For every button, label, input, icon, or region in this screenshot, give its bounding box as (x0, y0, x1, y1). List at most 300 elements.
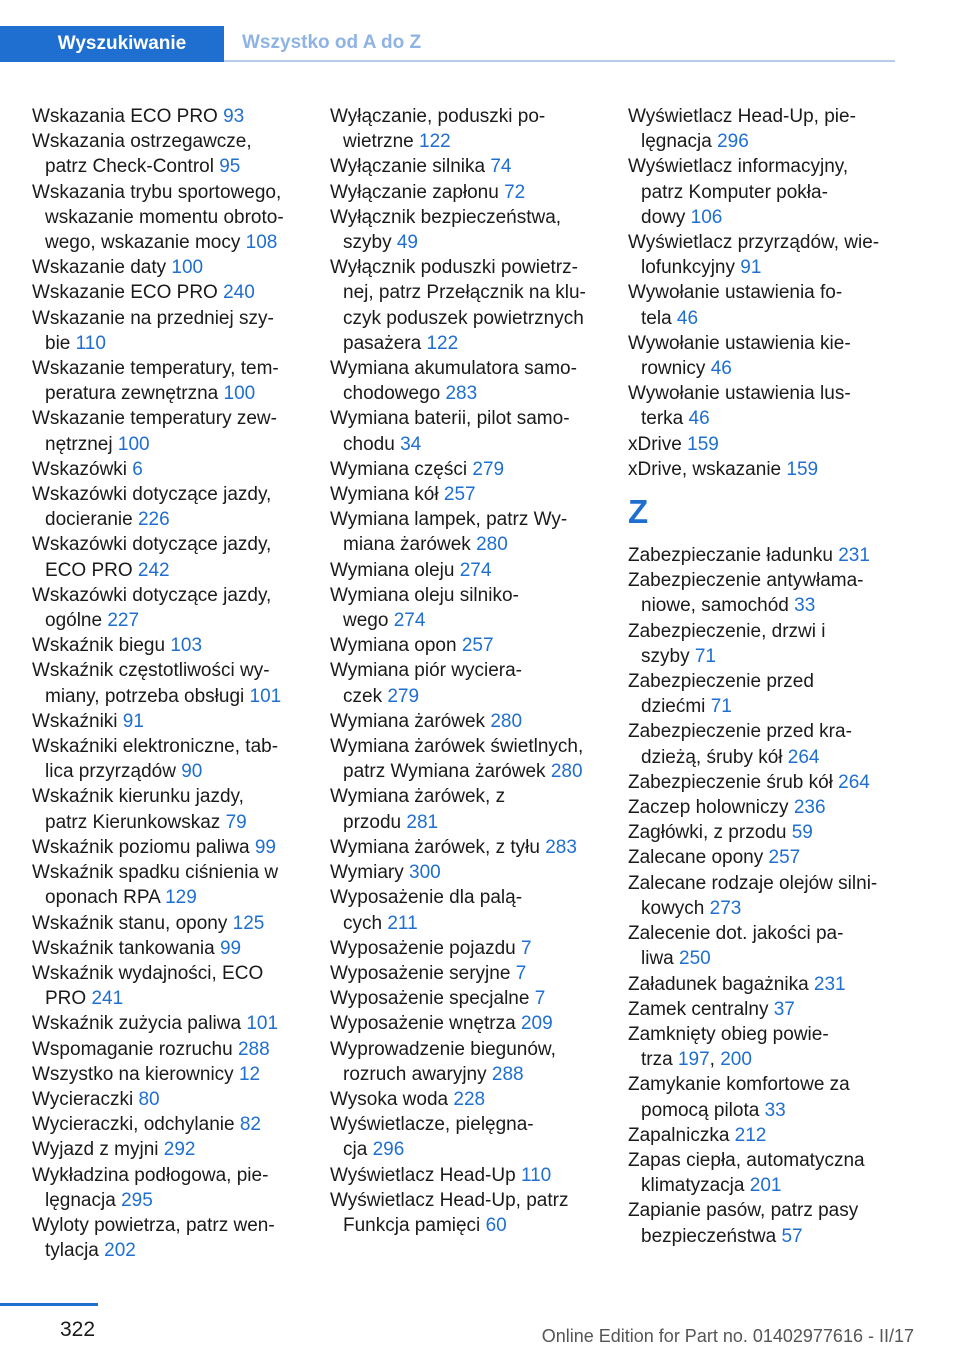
index-entry (32, 280, 324, 305)
page-link[interactable]: 93 (223, 106, 245, 127)
page-link[interactable]: 227 (107, 610, 140, 632)
index-entry (628, 104, 920, 154)
page-link[interactable]: 212 (734, 1124, 767, 1146)
page-link[interactable]: 33 (794, 595, 816, 617)
page-link[interactable]: 273 (709, 897, 742, 919)
index-entry-text: Wskazanie daty (32, 257, 167, 279)
index-entry-text: Wyposażenie seryjne (330, 962, 511, 984)
index-entry-text: Wymiana akumulatora samo- (330, 358, 577, 380)
index-entry (628, 1072, 920, 1122)
page-link[interactable]: 100 (223, 383, 256, 405)
page-link[interactable]: 80 (138, 1088, 160, 1110)
index-entry (330, 709, 622, 734)
index-entry-text: Zabezpieczenie, drzwi i (628, 620, 826, 642)
index-entry-text: Wskazanie na przedniej szy- (32, 307, 274, 329)
page-link[interactable]: 274 (393, 610, 426, 632)
page-link[interactable]: 197 (677, 1049, 710, 1071)
index-entry-text: Wskaźniki (32, 710, 118, 732)
index-entry (330, 658, 622, 708)
tab-bar (0, 0, 895, 62)
index-entry (32, 457, 324, 482)
index-entry (32, 1112, 324, 1137)
page-link[interactable]: 12 (238, 1063, 261, 1085)
index-entry (32, 129, 324, 179)
index-entry (330, 255, 622, 356)
page-link[interactable]: 209 (520, 1013, 553, 1035)
page-link[interactable]: 59 (791, 822, 813, 844)
page-link[interactable]: 264 (787, 746, 820, 768)
index-entry-text: Wskazówki dotyczące jazdy, (32, 584, 272, 606)
index-entry (330, 583, 622, 633)
index-entry-text: Wyloty powietrza, patrz wen- (32, 1214, 275, 1236)
index-entry-text: miana żarówek (343, 534, 471, 556)
index-entry-text: dzieżą, śruby kół (641, 746, 783, 768)
page-link[interactable]: 274 (459, 559, 492, 581)
index-entry (32, 784, 324, 834)
index-entry (628, 997, 920, 1022)
index-entry-text: lica przyrządów (45, 761, 176, 783)
index-entry-text: Wymiana oleju (330, 559, 455, 581)
page-link[interactable]: 236 (793, 797, 826, 819)
tab-a-to-z[interactable]: Wszystko od A do Z (224, 26, 895, 62)
index-entry-text: szyby (641, 645, 690, 667)
index-entry-text: peratura zewnętrzna (45, 383, 219, 405)
index-entry (330, 558, 622, 583)
index-entry (628, 331, 920, 381)
index-entry (628, 1148, 920, 1198)
index-entry-text: Zabezpieczenie przed (628, 671, 814, 693)
index-entry-text: Wyświetlacz Head-Up (330, 1164, 516, 1186)
index-entry (330, 961, 622, 986)
page-link[interactable]: 108 (245, 232, 278, 254)
index-entry-text: Wymiana opon (330, 635, 457, 657)
index-entry (628, 820, 920, 845)
tab-search[interactable]: Wyszukiwanie (0, 26, 224, 62)
index-entry (330, 1188, 622, 1238)
page-link[interactable]: 71 (710, 696, 732, 718)
index-entry (32, 1137, 324, 1162)
index-entry (32, 1213, 324, 1263)
index-entry-text: wietrzne (343, 131, 414, 153)
index-entry-text: Zaczep holowniczy (628, 797, 789, 819)
index-entry (32, 658, 324, 708)
index-entry-text: Wskaźnik tankowania (32, 937, 215, 959)
index-entry (32, 482, 324, 532)
index-entry-text: lofunkcyjny (641, 257, 735, 279)
page-link[interactable]: 292 (163, 1139, 196, 1161)
index-entry-text: Zapalniczka (628, 1124, 730, 1146)
index-entry-text: Zalecenie dot. jakości pa- (628, 923, 844, 945)
footer-rule (0, 1303, 98, 1306)
page-link[interactable]: 231 (838, 545, 870, 567)
index-entry (330, 154, 622, 179)
page-link[interactable]: 280 (550, 761, 583, 783)
index-entry (628, 1123, 920, 1148)
page-link[interactable]: 288 (491, 1063, 524, 1085)
index-entry-text: pomocą pilota (641, 1099, 760, 1121)
index-entry-text: lęgnacja (641, 131, 712, 153)
page-link[interactable]: 101 (246, 1013, 279, 1035)
index-entry-text: Wskaźnik kierunku jazdy, (32, 786, 244, 808)
page-link[interactable]: 37 (773, 998, 795, 1020)
page-link[interactable]: 74 (490, 156, 512, 178)
index-entry-text: Wskazówki dotyczące jazdy, (32, 534, 272, 556)
page-link[interactable]: 103 (170, 635, 203, 657)
index-entry (628, 719, 920, 769)
index-entry (628, 770, 920, 795)
page-link[interactable]: 283 (445, 383, 478, 405)
index-entry-text: Wskaźnik wydajności, ECO (32, 962, 264, 984)
index-entry-text: Zapas ciepła, automatyczna (628, 1149, 865, 1171)
index-entry (32, 961, 324, 1011)
index-entry (32, 356, 324, 406)
index-entry (32, 1062, 324, 1087)
page-link[interactable]: 125 (232, 912, 265, 934)
index-entry (32, 406, 324, 456)
index-entry (330, 784, 622, 834)
page-link[interactable]: 100 (171, 257, 204, 279)
index-entry-text: rozruch awaryjny (343, 1063, 487, 1085)
index-entry (628, 280, 920, 330)
index-entry (32, 255, 324, 280)
index-entry-text: Zamknięty obieg powie- (628, 1023, 829, 1045)
index-entry-text: Wskaźniki elektroniczne, tab- (32, 736, 279, 758)
index-entry-text: Wymiana części (330, 458, 468, 480)
index-entry (628, 432, 920, 457)
index-entry (32, 1037, 324, 1062)
index-entry-text: dowy (641, 206, 686, 228)
index-entry-text: patrz Wymiana żarówek (343, 761, 546, 783)
page-link[interactable]: 240 (223, 282, 255, 304)
page-link[interactable]: 242 (137, 559, 170, 581)
index-entry-text: Zabezpieczenie przed kra- (628, 721, 852, 743)
index-entry-text: Wyłączanie silnika (330, 156, 486, 178)
page-link[interactable]: 296 (717, 131, 749, 153)
page-link[interactable]: 241 (91, 988, 124, 1010)
index-entry-text: Wymiana żarówek, z (330, 786, 506, 808)
index-entry-text: Wyświetlacz przyrządów, wie- (628, 232, 880, 254)
page-link[interactable]: 110 (520, 1164, 552, 1186)
page-link[interactable]: 91 (122, 710, 144, 732)
index-entry (32, 306, 324, 356)
index-entry-text: klimatyzacja (641, 1175, 745, 1197)
page-link[interactable]: 106 (690, 206, 723, 228)
index-entry (330, 482, 622, 507)
index-entry-text: Wskazania ostrzegawcze, (32, 131, 252, 153)
index-entry-text: Wyłącznik poduszki powietrz- (330, 257, 578, 279)
index-entry (628, 457, 920, 482)
index-entry (330, 835, 622, 860)
index-entry-text: Zapianie pasów, patrz pasy (628, 1200, 859, 1222)
index-entry-text: Wskazówki (32, 458, 128, 480)
index-entry-text: patrz Check-Control (45, 156, 214, 178)
index-entry (628, 230, 920, 280)
page-link[interactable]: 91 (740, 257, 762, 279)
page-link[interactable]: 100 (117, 433, 150, 455)
page-link[interactable]: 99 (254, 836, 276, 858)
index-entry (32, 1011, 324, 1036)
index-entry-text: cja (343, 1139, 368, 1161)
index-entry (330, 860, 622, 885)
index-entry (32, 633, 324, 658)
index-entry (330, 1011, 622, 1036)
index-entry (32, 734, 324, 784)
index-entry (330, 734, 622, 784)
index-entry (330, 1163, 622, 1188)
index-entry-text: dziećmi (641, 696, 706, 718)
index-entry-text: Wymiana baterii, pilot samo- (330, 408, 570, 430)
index-entry-text: Wymiana oleju silniko- (330, 584, 519, 606)
page-link[interactable]: 122 (426, 332, 459, 354)
page-link[interactable]: 226 (137, 509, 170, 531)
index-entry-text: Wyświetlacz Head-Up, pie- (628, 106, 856, 127)
index-entry-text: Wyprowadzenie biegunów, (330, 1038, 556, 1060)
index-entry-text: Wymiana kół (330, 484, 439, 506)
page-link[interactable]: 296 (372, 1139, 405, 1161)
index-entry (32, 911, 324, 936)
index-entry-text: Wyposażenie pojazdu (330, 937, 516, 959)
index-entry-text: Wyjazd z myjni (32, 1139, 159, 1161)
index-entry-text: Wskaźnik poziomu paliwa (32, 836, 250, 858)
index-entry-text: trza (641, 1049, 673, 1071)
index-entry-text: Wyświetlacze, pielęgna- (330, 1114, 534, 1136)
index-entry (32, 1087, 324, 1112)
section-letter: Z (628, 493, 649, 531)
page-link[interactable]: 295 (121, 1189, 153, 1211)
page-link[interactable]: 79 (225, 811, 247, 833)
index-entry (32, 180, 324, 256)
index-entry (628, 543, 920, 568)
index-entry (330, 457, 622, 482)
index-entry-text: Zabezpieczenie śrub kół (628, 771, 833, 793)
index-entry (330, 986, 622, 1011)
index-entry-text: miany, potrzeba obsługi (45, 685, 245, 707)
index-entry-text: wego, wskazanie mocy (45, 232, 241, 254)
index-entry (330, 1037, 622, 1087)
index-entry (330, 205, 622, 255)
index-entry-text: Wskazówki dotyczące jazdy, (32, 484, 272, 506)
index-entry (32, 583, 324, 633)
index-entry (628, 568, 920, 618)
index-entry (330, 180, 622, 205)
index-entry-text: tela (641, 307, 672, 329)
page-link[interactable]: 228 (453, 1088, 486, 1110)
page-link[interactable]: 280 (490, 710, 523, 732)
index-entry (628, 154, 920, 230)
page-link[interactable]: 264 (838, 771, 870, 793)
page-link[interactable]: 71 (694, 645, 716, 667)
index-entry-text: liwa (641, 948, 674, 970)
index-entry-text: Wywołanie ustawienia fo- (628, 282, 843, 304)
index-entry-text: pasażera (343, 332, 422, 354)
index-entry-text: Zalecane opony (628, 847, 764, 869)
index-entry-text: Funkcja pamięci (343, 1214, 481, 1236)
index-entry (628, 972, 920, 997)
index-entry (330, 406, 622, 456)
page-link[interactable]: 60 (485, 1214, 507, 1236)
index-entry-text: Zamek centralny (628, 998, 769, 1020)
index-entry (628, 845, 920, 870)
page-link[interactable]: 280 (476, 534, 508, 556)
page-link[interactable]: 110 (75, 332, 106, 354)
page-link[interactable]: 82 (239, 1114, 261, 1136)
index-entry-text: ECO PRO (45, 559, 133, 581)
page-link[interactable]: 279 (472, 458, 505, 480)
edition-note: Online Edition for Part no. 01402977616 - II/17 (541, 1326, 914, 1346)
page-link[interactable]: 281 (406, 811, 439, 833)
index-entry-text: Wykładzina podłogowa, pie- (32, 1164, 269, 1186)
index-entry (32, 532, 324, 582)
index-entry-text: Wywołanie ustawienia kie- (628, 332, 851, 354)
index-entry-text: szyby (343, 232, 392, 254)
index-entry-text: wego (343, 610, 389, 632)
index-entry-text: wskazanie momentu obroto- (45, 206, 284, 228)
page-link[interactable]: 33 (764, 1099, 786, 1121)
index-entry-text: PRO (45, 988, 87, 1010)
page-link[interactable]: 279 (387, 685, 420, 707)
page-link[interactable]: 122 (419, 131, 451, 153)
index-entry-text: Wysoka woda (330, 1088, 449, 1110)
index-entry (628, 795, 920, 820)
index-entry-text: Wyposażenie specjalne (330, 988, 530, 1010)
index-entry-text: patrz Kierunkowskaz (45, 811, 221, 833)
index-entry-text: docieranie (45, 509, 133, 531)
page-link[interactable]: 95 (219, 156, 241, 178)
index-entry (628, 921, 920, 971)
index-entry-text: Wymiana piór wyciera- (330, 660, 522, 682)
index-entry-text: Wskaźnik częstotliwości wy- (32, 660, 270, 682)
index-entry-text: Wskazanie ECO PRO (32, 282, 218, 304)
page-link[interactable]: 202 (104, 1240, 136, 1262)
index-entry-text: terka (641, 408, 684, 430)
page-link[interactable]: 7 (521, 937, 532, 959)
index-entry (628, 381, 920, 431)
index-entry-text: przodu (343, 811, 402, 833)
page-link[interactable]: 57 (781, 1225, 803, 1247)
index-entry-text: ogólne (45, 610, 103, 632)
index-column-1 (32, 104, 324, 1263)
index-entry (330, 936, 622, 961)
index-entry-text: lęgnacja (45, 1189, 116, 1211)
index-entry-text: xDrive, wskazanie (628, 458, 782, 480)
index-entry-text: nętrznej (45, 433, 113, 455)
index-entry-text: oponach RPA (45, 887, 160, 909)
page-link[interactable]: 101 (249, 685, 282, 707)
index-entry-text: Załadunek bagażnika (628, 973, 809, 995)
index-entry-text: Wskaźnik spadku ciśnienia w (32, 862, 279, 884)
page-link[interactable]: 46 (676, 307, 699, 329)
index-entry-text: Zalecane rodzaje olejów silni- (628, 872, 878, 894)
index-entry-text: patrz Komputer pokła- (641, 181, 828, 203)
index-entry (628, 669, 920, 719)
page-link[interactable]: 257 (768, 847, 801, 869)
page-link[interactable]: 300 (409, 862, 441, 884)
index-entry-text: Wspomaganie rozruchu (32, 1038, 233, 1060)
index-entry (32, 835, 324, 860)
index-entry-text: Wskazanie temperatury zew- (32, 408, 277, 430)
page-link[interactable]: 72 (504, 181, 526, 203)
page-link[interactable]: 159 (687, 433, 719, 455)
index-entry (32, 1163, 324, 1213)
page-link[interactable]: 257 (461, 635, 494, 657)
page-link[interactable]: 90 (181, 761, 203, 783)
index-entry-text: Zagłówki, z przodu (628, 822, 787, 844)
page-link[interactable]: 231 (813, 973, 846, 995)
page-number: 322 (60, 1318, 96, 1341)
page-link[interactable]: 6 (132, 458, 143, 480)
page-link[interactable]: 257 (443, 484, 476, 506)
index-entry-text: Wyłączanie, poduszki po- (330, 106, 546, 127)
index-entry-text: kowych (641, 897, 705, 919)
page-link[interactable]: 46 (688, 408, 710, 430)
page-link[interactable]: 283 (545, 836, 577, 858)
index-entry (628, 619, 920, 669)
index-entry-text: Zamykanie komfortowe za (628, 1074, 850, 1096)
index-entry-text: Wyłącznik bezpieczeństwa, (330, 206, 562, 228)
index-entry-text: Wszystko na kierownicy (32, 1063, 234, 1085)
page-link[interactable]: 201 (749, 1175, 782, 1197)
index-entry (330, 507, 622, 557)
page-link[interactable]: 159 (786, 458, 819, 480)
index-entry-text: Wymiary (330, 862, 404, 884)
page-link[interactable]: 99 (219, 937, 242, 959)
index-entry: Zamknięty obieg powie- trza 197, 200 (628, 1023, 829, 1071)
index-entry-text: Zabezpieczenie antywłama- (628, 570, 864, 592)
index-entry-text: czek (343, 685, 383, 707)
index-entry-text: chodowego (343, 383, 441, 405)
page-link[interactable]: 211 (387, 912, 418, 934)
index-entry-text: Wymiana żarówek, z tyłu (330, 836, 540, 858)
page-link[interactable]: 7 (515, 962, 527, 984)
index-entry-text: Wymiana żarówek (330, 710, 486, 732)
index-column-2 (330, 104, 622, 1238)
page-link[interactable]: 129 (165, 887, 197, 909)
index-entry-text: rownicy (641, 358, 706, 380)
index-entry-text: tylacja (45, 1240, 99, 1262)
index-entry-text: Wywołanie ustawienia lus- (628, 383, 851, 405)
index-entry-text: Wskaźnik biegu (32, 635, 166, 657)
index-entry-text: cych (343, 912, 383, 934)
index-entry-text: Wycieraczki, odchylanie (32, 1114, 235, 1136)
index-entry-text: Wyświetlacz informacyjny, (628, 156, 849, 178)
page-link[interactable]: 200 (720, 1049, 752, 1071)
index-column-3 (628, 104, 920, 1249)
page-link[interactable]: 46 (710, 358, 732, 380)
index-entry (330, 104, 622, 154)
index-entry-text: chodu (343, 433, 395, 455)
index-entry (32, 936, 324, 961)
index-entry (32, 709, 324, 734)
index-entry (330, 885, 622, 935)
index-entry-text: czyk poduszek powietrznych (343, 307, 584, 329)
page-link[interactable]: 288 (237, 1038, 270, 1060)
index-entry-text: niowe, samochód (641, 595, 789, 617)
index-entry-text: nej, patrz Przełącznik na klu- (343, 282, 586, 304)
index-entry-text: Wyposażenie dla palą- (330, 887, 523, 909)
index-entry-text: Wskaźnik zużycia paliwa (32, 1013, 242, 1035)
index-entry (32, 104, 324, 129)
index-entry-text: Wycieraczki (32, 1088, 134, 1110)
page-link[interactable]: 250 (679, 948, 711, 970)
index-entry (628, 871, 920, 921)
index-entry (32, 860, 324, 910)
page-link[interactable]: 49 (396, 232, 418, 254)
index-entry-text: Wskaźnik stanu, opony (32, 912, 228, 934)
page-link[interactable]: 7 (534, 988, 546, 1010)
page-link[interactable]: 34 (400, 433, 422, 455)
index-entry-text: Wskazanie temperatury, tem- (32, 358, 279, 380)
index-entry-text: bie (45, 332, 71, 354)
